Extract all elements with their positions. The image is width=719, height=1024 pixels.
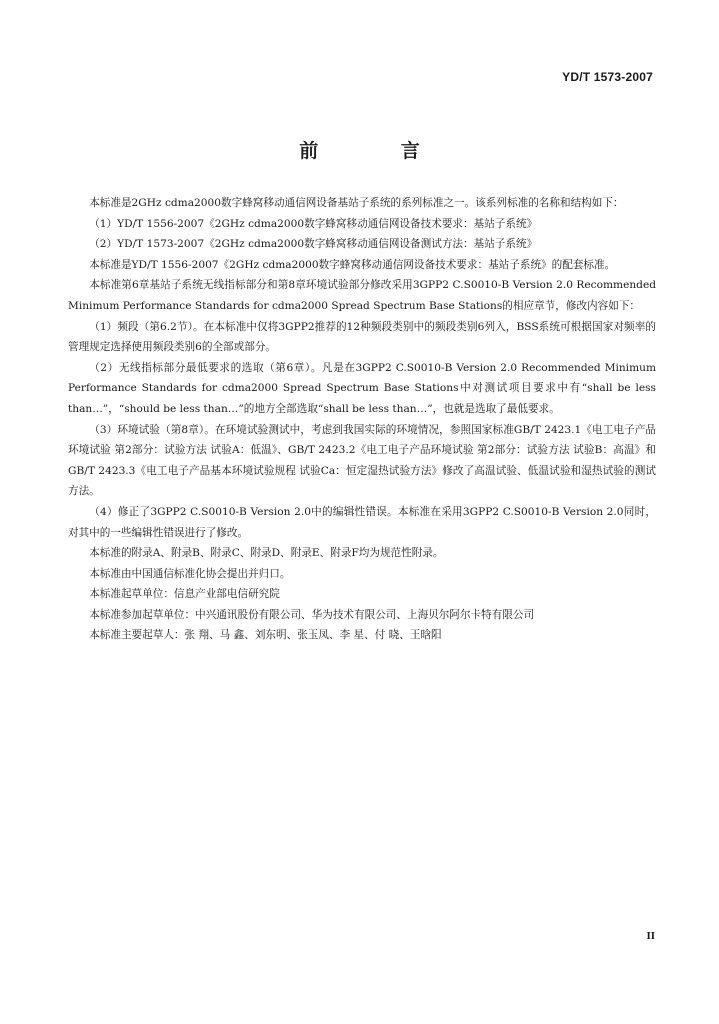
page-number: II xyxy=(646,930,655,942)
document-code: YD/T 1573-2007 xyxy=(562,70,653,84)
paragraph-participating-units: 本标准参加起草单位：中兴通讯股份有限公司、华为技术有限公司、上海贝尔阿尔卡特有限公司 xyxy=(89,608,535,621)
paragraph-list-item-1: （1）YD/T 1556-2007《2GHz cdma2000数字蜂窝移动通信网设备技术要求：基站子系统》 xyxy=(89,217,538,230)
paragraph-companion-standard: 本标准是YD/T 1556-2007《2GHz cdma2000数字蜂窝移动通信网设备技术要求：基站子系统》的配套标准。 xyxy=(89,258,616,271)
page-title: 前 言 xyxy=(299,140,458,162)
paragraph-main-drafters: 本标准主要起草人：张 翔、马 鑫、刘东明、张玉凤、李 星、付 晓、王晗阳 xyxy=(89,629,442,642)
paragraph-modification-4: （4）修正了3GPP2 C.S0010-B Version 2.0中的编辑性错误。本标准在采用3GPP2 C.S0010-B Version 2.0同时，对其中的一些编辑性错误进行了修改。 xyxy=(68,505,656,539)
paragraph-list-item-2: （2）YD/T 1573-2007《2GHz cdma2000数字蜂窝移动通信网设备测试方法：基站子系统》 xyxy=(89,238,538,251)
paragraph-modification-3: （3）环境试验（第8章）。在环境试验测试中，考虑到我国实际的环境情况，参照国家标准GB/T 2423.1《电工电子产品环境试验 第2部分：试验方法 试验A：低温》、GB/T 2423.2《电工电子产品环境试验 第2部分：试验方法 试验B：高温》和GB/T 2423.3《电工电子产品基本环境试验规程 试验Ca：恒定湿热试验方法》修改了高温试验、低温试验和湿热试验的测试方法。 xyxy=(68,423,656,498)
paragraph-modification-basis: 本标准第6章基站子系统无线指标部分和第8章环境试验部分修改采用3GPP2 C.S0010-B Version 2.0 Recommended Minimum Performance Standards for cdma2000 Spread Spectrum Base Stations的相应章节，修改内容如下： xyxy=(68,279,656,312)
foreword-body xyxy=(68,193,656,646)
paragraph-proposer: 本标准由中国通信标准化协会提出并归口。 xyxy=(89,567,291,580)
paragraph-intro: 本标准是2GHz cdma2000数字蜂窝移动通信网设备基站子系统的系列标准之一。该系列标准的名称和结构如下： xyxy=(89,197,624,209)
paragraph-drafting-unit: 本标准起草单位：信息产业部电信研究院 xyxy=(89,588,280,601)
paragraph-modification-1: （1）频段（第6.2节）。在本标准中仅将3GPP2推荐的12种频段类别中的频段类别6列入，BSS系统可根据国家对频率的管理规定选择使用频段类别6的全部或部分。 xyxy=(68,320,656,354)
paragraph-appendix-note: 本标准的附录A、附录B、附录C、附录D、附录E、附录F均为规范性附录。 xyxy=(89,547,444,560)
paragraph-modification-2: （2）无线指标部分最低要求的选取（第6章）。凡是在3GPP2 C.S0010-B Version 2.0 Recommended Minimum Performance Standards for cdma2000 Spread Spectrum Base Stations中对测试项目要求中有“shall be less than…”，“should be less than…”的地方全部选取“shall be less than…”，也就是选取了最低要求。 xyxy=(68,361,656,415)
